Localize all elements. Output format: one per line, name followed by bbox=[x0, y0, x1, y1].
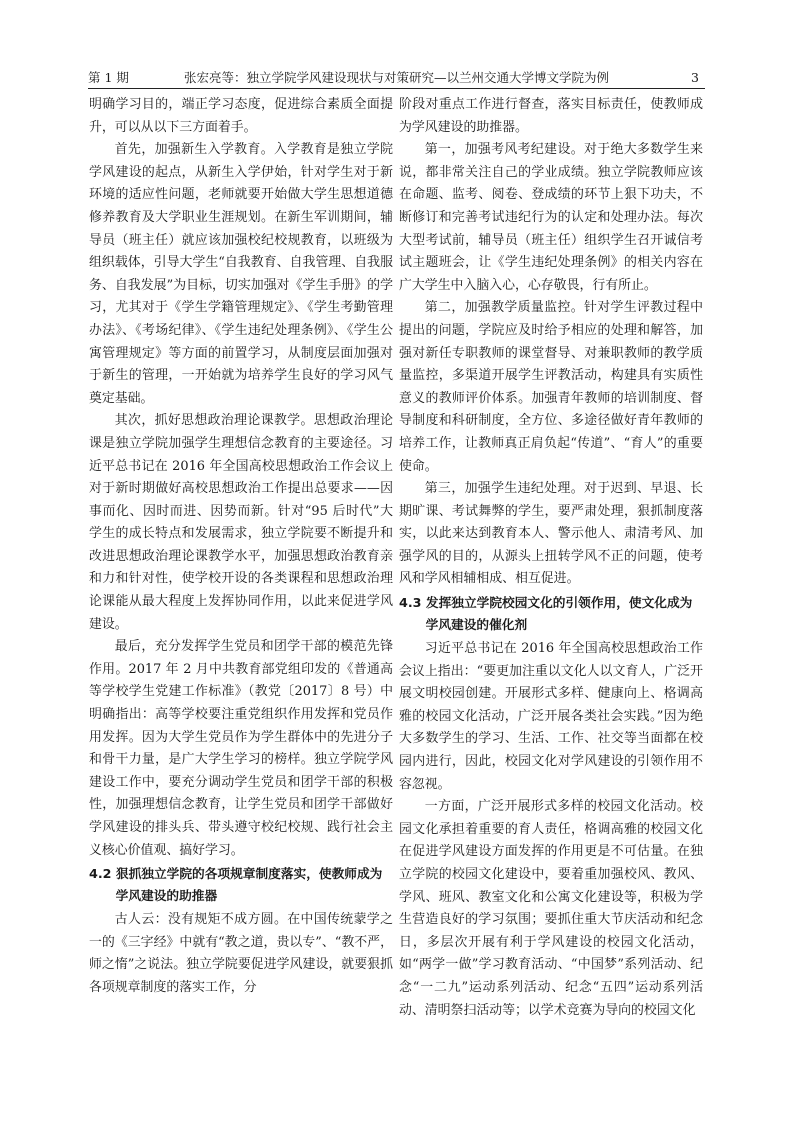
right-column bbox=[399, 94, 703, 1022]
paragraph-campus-culture-quote: 习近平总书记在 2016 年全国高校思想政治工作会议上指出：“要更加注重以文化人以文育人，广泛开展文明校园创建。开展形式多样、健康向上、格调高雅的校园文化活动，广泛开展各类社会实践。”因为绝大多数学生的学习、生活、工作、社交等当面都在校园内进行，因此，校园文化对学风建设的引领作用不容忽视。 bbox=[399, 641, 703, 792]
paragraph-teaching-quality: 第二，加强教学质量监控。针对学生评教过程中提出的问题，学院应及时给予相应的处理和解答，加强对新任专职教师的课堂督导、对兼职教师的教学质量监控，多渠道开展学生评教活动，构建具有实质性意义的教师评价体系。加强青年教师的培训制度、督导制度和科研制度，全方位、多途径做好青年教师的培养工作，让教师真正肩负起“传道”、“育人”的重要使命。 bbox=[399, 300, 703, 474]
paragraph-ideological-courses: 其次，抓好思想政治理论课教学。思想政治理论课是独立学院加强学生理想信念教育的主要途径。习近平总书记在 2016 年全国高校思想政治工作会议上对于新时期做好高校思想政治工作提出总要求——因事而化、因时而进、因势而新。针对“95 后时代”大学生的成长特点和发展需求，独立学院要不断提升和改进思想政治理论课教学水平，加强思想政治教育亲和力和针对性，使学校开设的各类课程和思想政治理论课能从最大程度上发挥协同作用，以此来促进学风建设。 bbox=[89, 413, 393, 632]
paragraph-campus-activities: 一方面，广泛开展形式多样的校园文化活动。校园文化承担着重要的育人责任，格调高雅的校园文化在促进学风建设方面发挥的作用更是不可估量。在独立学院的校园文化建设中，要着重加强校风、教风、学风、班风、教室文化和公寓文化建设等，积极为学生营造良好的学习氛围；要抓住重大节庆活动和纪念日，多层次开展有利于学风建设的校园文化活动，如“两学一做”学习教育活动、“中国梦”系列活动、纪念“一二九”运动系列活动、纪念“五四”运动系列活动、清明祭扫活动等；以学术竞赛为导向的校园文化 bbox=[399, 799, 703, 1018]
section-heading-4-3: 4.3 发挥独立学院校园文化的引领作用，使文化成为学风建设的催化剂 bbox=[399, 595, 693, 633]
paragraph-exam-discipline: 第一，加强考风考纪建设。对于绝大多数学生来说，都非常关注自己的学业成绩。独立学院教师应该在命题、监考、阅卷、登成绩的环节上狠下功夫，不断修订和完善考试违纪行为的认定和处理办法。每次大型考试前，辅导员（班主任）组织学生召开诚信考试主题班会，让《学生违纪处理条例》的相关内容在广大学生中入脑入心，心存敬畏，行有所止。 bbox=[399, 142, 703, 293]
paragraph-party-members: 最后，充分发挥学生党员和团学干部的模范先锋作用。2017 年 2 月中共教育部党组印发的《普通高等学校学生党建工作标准》（教党〔2017〕8 号）中明确指出：高等学校要注重党组织作用发挥和党员作用发挥。因为大学生党员作为学生群体中的先进分子和骨干力量，是广大学生学习的榜样。独立学院学风建设工作中，要充分调动学生党员和团学干部的积极性，加强理想信念教育，让学生党员和团学干部做好学风建设的排头兵、带头遵守校纪校规、践行社会主义核心价值观、搞好学习。 bbox=[89, 639, 393, 858]
page-number: 3 bbox=[691, 70, 699, 85]
paragraph-rules: 古人云：没有规矩不成方圆。在中国传统蒙学之一的《三字经》中就有“教之道，贵以专”、“教不严，师之惰”之说法。独立学院要促进学风建设，就要狠抓各项规章制度的落实工作，分 bbox=[89, 912, 393, 995]
running-title: 张宏亮等：独立学院学风建设现状与对策研究—以兰州交通大学博文学院为例 bbox=[183, 70, 609, 85]
running-header bbox=[88, 68, 705, 89]
paragraph-student-discipline: 第三，加强学生违纪处理。对于迟到、早退、长期旷课、考试舞弊的学生，要严肃处理，狠抓制度落实，以此来达到教育本人、警示他人、肃清考风、加强学风的目的，从源头上扭转学风不正的问题，使考风和学风相辅相成、相互促进。 bbox=[399, 481, 703, 587]
paragraph-continued-right: 阶段对重点工作进行督查，落实目标责任，使教师成为学风建设的助推器。 bbox=[399, 97, 703, 135]
left-column bbox=[89, 94, 393, 1000]
paragraph-continued: 明确学习目的，端正学习态度，促进综合素质全面提升，可以从以下三方面着手。 bbox=[89, 97, 393, 135]
issue-number: 第 1 期 bbox=[88, 70, 129, 85]
paragraph-new-student-education: 首先，加强新生入学教育。入学教育是独立学院学风建设的起点，从新生入学伊始，针对学生对于新环境的适应性问题，老师就要开始做大学生思想道德修养教育及大学职业生涯规划。在新生军训期间，辅导员（班主任）就应该加强校纪校规教育，以班级为组织载体，引导大学生“自我教育、自我管理、自我服务、自我发展”为目标，切实加强对《学生手册》的学习，尤其对于《学生学籍管理规定》、《学生考勤管理办法》、《考场纪律》、《学生违纪处理条例》、《学生公寓管理规定》等方面的前置学习，从制度层面加强对于新生的管理，一开始就为培养学生良好的学习风气奠定基础。 bbox=[89, 142, 393, 406]
section-heading-4-2: 4.2 狠抓独立学院的各项规章制度落实，使教师成为学风建设的助推器 bbox=[89, 866, 383, 904]
